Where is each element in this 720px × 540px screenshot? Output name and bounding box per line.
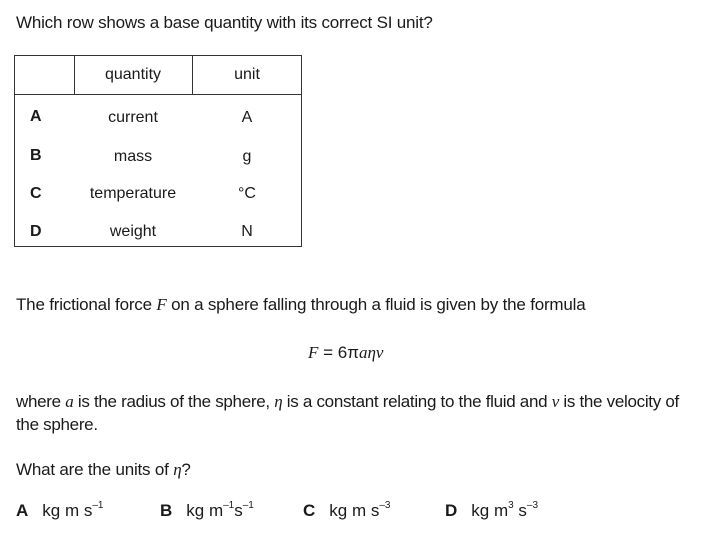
answer-option-a[interactable]: A kg m $s^{-1}$ (16, 500, 104, 520)
row-label: B (30, 147, 42, 164)
row-unit: A (241, 109, 253, 126)
row-unit: °C (238, 185, 256, 202)
row-label: A (30, 108, 42, 125)
table-header-rule (14, 94, 302, 95)
answer-option-d[interactable]: D kg $m^3$ $s^{-3}$ (445, 500, 539, 520)
row-quantity: current (108, 109, 158, 126)
question-1-prompt: Which row shows a base quantity with its correct SI unit? (16, 13, 433, 32)
row-label: D (30, 223, 42, 240)
row-quantity: mass (113, 148, 153, 165)
row-quantity: weight (109, 223, 157, 240)
answer-option-b[interactable]: B kg $m^{-1}s^{-1}$ (160, 500, 254, 520)
table-left-border (14, 56, 15, 246)
question-2-intro: The frictional force F on a sphere falling through a fluid is given by the formula (16, 295, 586, 314)
drag-formula: F = 6πaηv (308, 343, 384, 362)
header-unit: unit (234, 66, 260, 83)
row-label: C (30, 185, 42, 202)
row-unit: N (241, 223, 253, 240)
row-unit: g (242, 148, 252, 165)
variable-definitions: where a is the radius of the sphere, η is a constant relating to the fluid and v is the velocity of the sphere. (16, 392, 679, 434)
header-quantity: quantity (104, 66, 162, 83)
answer-option-c[interactable]: C kg m $s^{-3}$ (303, 500, 391, 520)
si-units-table (14, 55, 302, 247)
row-quantity: temperature (89, 185, 177, 202)
question-2-prompt: What are the units of η? (16, 460, 191, 479)
